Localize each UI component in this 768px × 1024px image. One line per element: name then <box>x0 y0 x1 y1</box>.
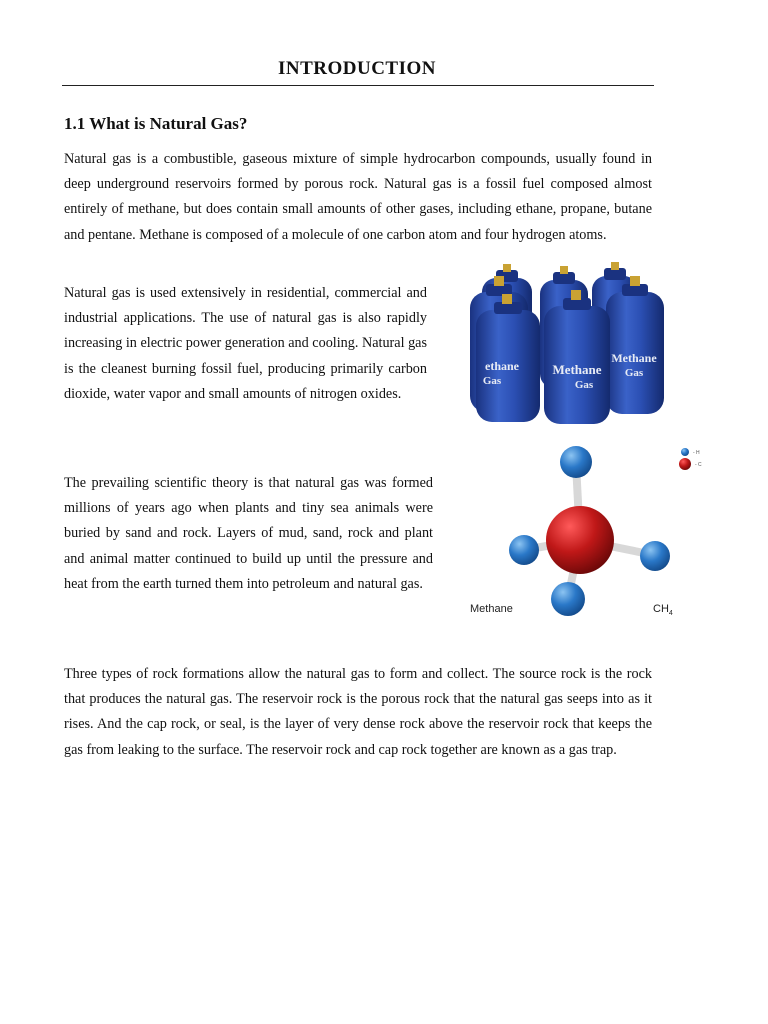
legend-hydrogen-icon <box>681 448 689 456</box>
tank-label-left-2: Gas <box>482 375 502 387</box>
page-title: INTRODUCTION <box>277 58 437 79</box>
molecule-caption-name: Methane <box>470 603 513 615</box>
legend-carbon-label: - C <box>695 462 702 468</box>
paragraph-definition: Natural gas is a combustible, gaseous mixture of simple hydrocarbon compounds, usually found in deep underground reservoirs formed by porous rock. Natural gas is a fossil fuel composed almost entirely of methane, but does contain small amounts of other gases, including ethane, propane, butane and pentane. Methane is composed of a molecule of one carbon atom and four hydrogen atoms. <box>64 151 652 243</box>
formula-main: CH <box>653 603 669 615</box>
tank-label-center-1: Methane <box>552 362 602 377</box>
tank-label-center-2: Gas <box>574 379 594 391</box>
paragraph-uses: Natural gas is used extensively in residential, commercial and industrial applications. The use of natural gas is also rapidly increasing in electric power generation and cooling. Natural gas is the cleanest burning fossil fuel, producing primarily carbon dioxide, water vapor and small amounts of nitrogen oxides. <box>64 285 427 402</box>
carbon-atom <box>546 506 614 574</box>
paragraph-formation: The prevailing scientific theory is that natural gas was formed millions of years ago when plants and tiny sea animals were buried by sand and rock. Layers of mud, sand, rock and plant and animal matter continued to build up until the pressure and heat from the earth turned them into petroleum and natural gas. <box>64 475 433 592</box>
legend-carbon-icon <box>679 458 691 470</box>
hydrogen-atom-bottom <box>551 582 585 616</box>
tank-front-left <box>476 294 540 422</box>
methane-molecule-diagram <box>444 432 726 630</box>
tank-front-center <box>544 290 610 424</box>
methane-tanks-image <box>440 252 700 432</box>
section-heading: 1.1 What is Natural Gas? <box>64 114 248 133</box>
title-divider <box>62 85 654 86</box>
tank-label-left-1: ethane <box>485 359 519 373</box>
hydrogen-atom-right <box>640 541 670 571</box>
formula-subscript: 4 <box>668 610 673 617</box>
paragraph-rock-formations: Three types of rock formations allow the natural gas to form and collect. The source rock is the rock that produces the natural gas. The reservoir rock is the porous rock that the natural gas seeps into as it rises. And the cap rock, or seal, is the layer of very dense rock above the reservoir rock that keeps the gas from leaking to the surface. The reservoir rock and cap rock together are known as a gas trap. <box>64 666 652 758</box>
hydrogen-atom-top <box>560 446 592 478</box>
tank-label-right-1: Methane <box>611 351 657 365</box>
tank-middle-right <box>606 276 664 414</box>
hydrogen-atom-left <box>509 535 539 565</box>
tank-label-right-2: Gas <box>624 367 644 379</box>
legend-hydrogen-label: - H <box>693 450 700 456</box>
